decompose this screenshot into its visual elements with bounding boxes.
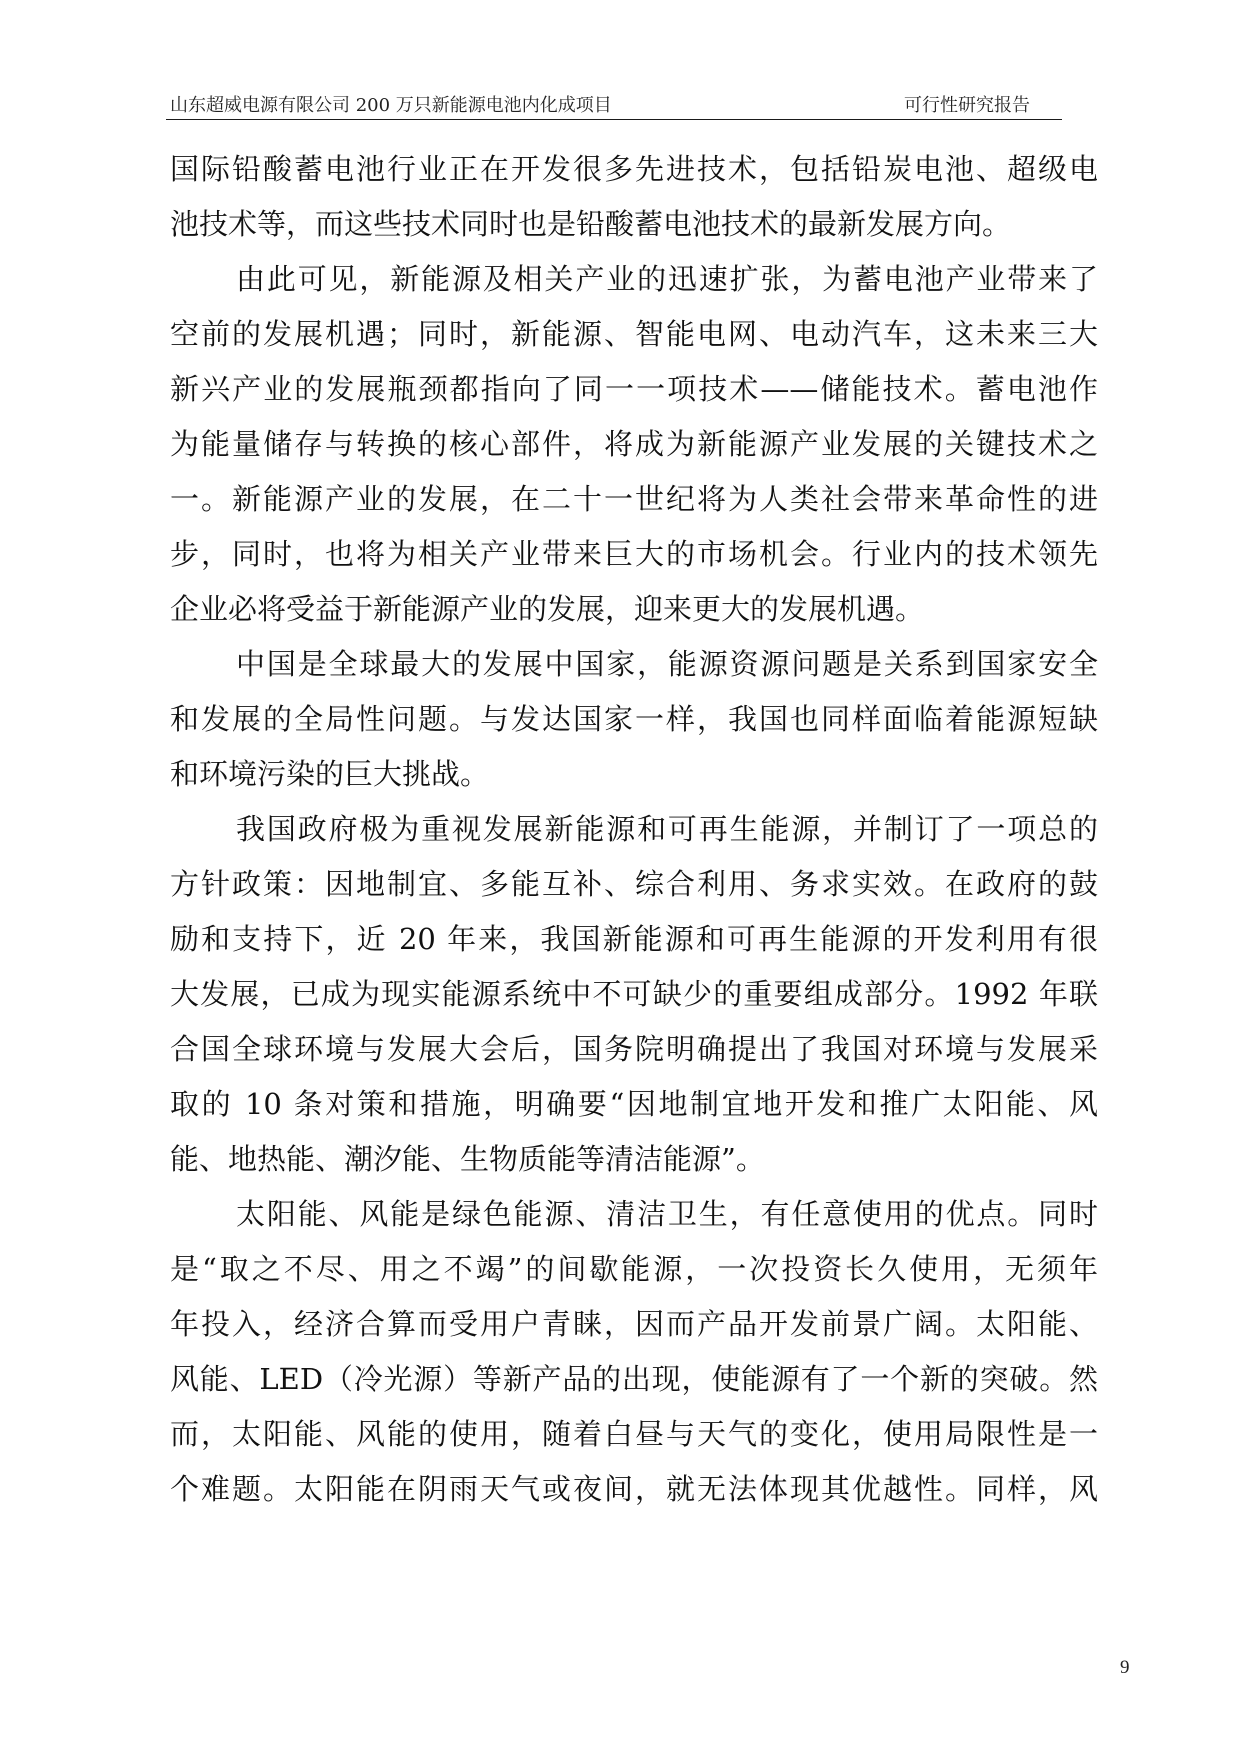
body-text — [170, 142, 1098, 1517]
text-line: 大发展，已成为现实能源系统中不可缺少的重要组成部分。1992 年联 — [170, 977, 1098, 1011]
text-line: 励和支持下，近 20 年来，我国新能源和可再生能源的开发利用有很 — [170, 922, 1098, 956]
text-line: 空前的发展机遇；同时，新能源、智能电网、电动汽车，这未来三大 — [170, 317, 1098, 351]
running-header — [166, 85, 1062, 120]
text-line: 方针政策：因地制宜、多能互补、综合利用、务求实效。在政府的鼓 — [170, 867, 1098, 901]
paragraph — [170, 637, 1098, 802]
text-line: 取的 10 条对策和措施，明确要“因地制宜地开发和推广太阳能、风 — [170, 1087, 1098, 1121]
text-line: 能、地热能、潮汐能、生物质能等清洁能源”。 — [170, 1142, 765, 1176]
text-line: 中国是全球最大的发展中国家，能源资源问题是关系到国家安全 — [236, 647, 1098, 681]
text-line: 步，同时，也将为相关产业带来巨大的市场机会。行业内的技术领先 — [170, 537, 1098, 571]
text-line: 为能量储存与转换的核心部件，将成为新能源产业发展的关键技术之 — [170, 427, 1098, 461]
text-line: 一。新能源产业的发展，在二十一世纪将为人类社会带来革命性的进 — [170, 482, 1098, 516]
text-line: 和发展的全局性问题。与发达国家一样，我国也同样面临着能源短缺 — [170, 702, 1098, 736]
text-line: 是“取之不尽、用之不竭”的间歇能源，一次投资长久使用，无须年 — [170, 1252, 1098, 1286]
text-line: 由此可见，新能源及相关产业的迅速扩张，为蓄电池产业带来了 — [236, 262, 1098, 296]
text-line: 个难题。太阳能在阴雨天气或夜间，就无法体现其优越性。同样，风 — [170, 1472, 1098, 1506]
text-line: 太阳能、风能是绿色能源、清洁卫生，有任意使用的优点。同时 — [236, 1197, 1098, 1231]
header-project-title: 山东超威电源有限公司 200 万只新能源电池内化成项目 — [170, 95, 612, 116]
paragraph — [170, 802, 1098, 1187]
text-line: 新兴产业的发展瓶颈都指向了同一一项技术——储能技术。蓄电池作 — [170, 372, 1098, 406]
text-line: 我国政府极为重视发展新能源和可再生能源，并制订了一项总的 — [236, 812, 1098, 846]
paragraph — [170, 142, 1098, 252]
header-report-type: 可行性研究报告 — [904, 95, 1030, 116]
text-line: 和环境污染的巨大挑战。 — [170, 757, 490, 791]
text-line: 国际铅酸蓄电池行业正在开发很多先进技术，包括铅炭电池、超级电 — [170, 152, 1098, 186]
text-line: 池技术等，而这些技术同时也是铅酸蓄电池技术的最新发展方向。 — [170, 207, 1012, 241]
text-line: 合国全球环境与发展大会后，国务院明确提出了我国对环境与发展采 — [170, 1032, 1098, 1066]
paragraph — [170, 252, 1098, 637]
text-line: 风能、LED（冷光源）等新产品的出现，使能源有了一个新的突破。然 — [170, 1362, 1098, 1396]
text-line: 年投入，经济合算而受用户青睐，因而产品开发前景广阔。太阳能、 — [170, 1307, 1098, 1341]
text-line: 企业必将受益于新能源产业的发展，迎来更大的发展机遇。 — [170, 592, 925, 626]
paragraph — [170, 1187, 1098, 1517]
page-number: 9 — [1120, 1657, 1130, 1678]
text-line: 而，太阳能、风能的使用，随着白昼与天气的变化，使用局限性是一 — [170, 1417, 1098, 1451]
